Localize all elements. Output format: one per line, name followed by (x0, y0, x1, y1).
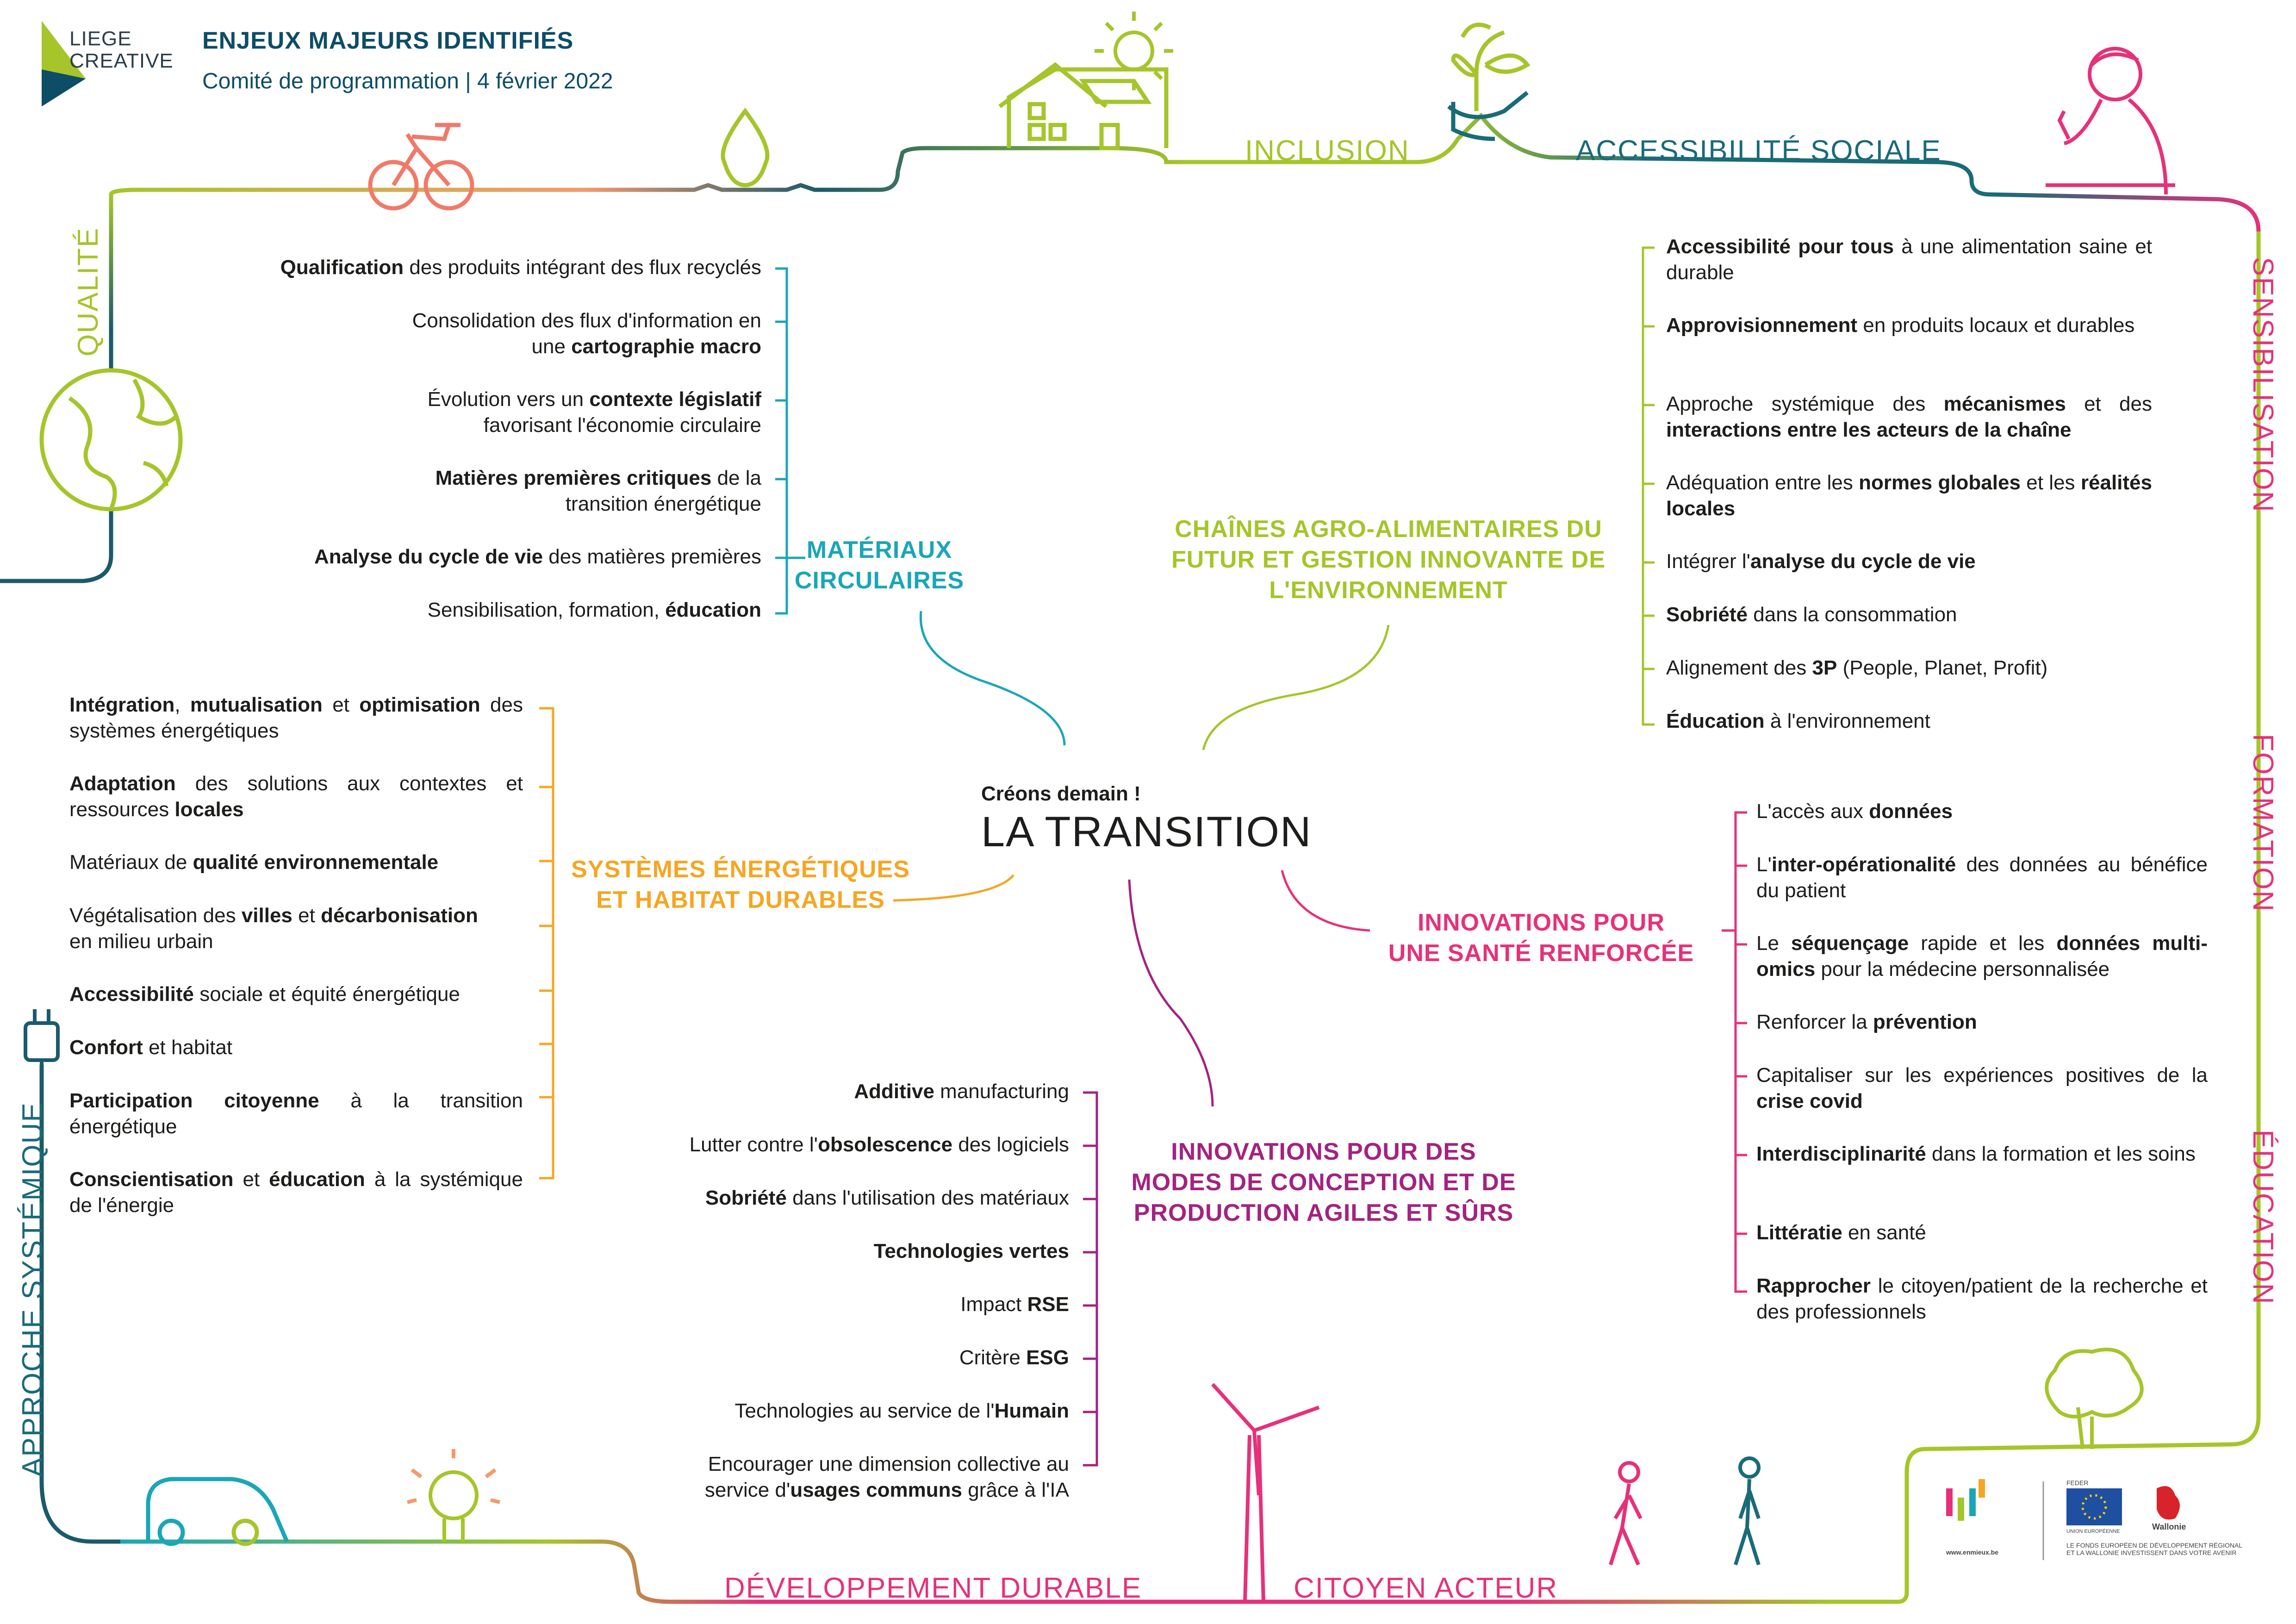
logo-text (69, 28, 174, 72)
item-text: dans l'utilisation des matériaux (786, 1187, 1069, 1209)
bracket-production (1083, 1093, 1097, 1465)
center-kicker: Créons demain ! (981, 782, 1141, 805)
list-agro (1666, 234, 2152, 743)
list-energie (69, 692, 523, 1224)
list-item-production (463, 1398, 1069, 1424)
list-item-production (463, 1292, 1069, 1318)
topic-production-line3: PRODUCTION AGILES ET SÛRS (1133, 1199, 1514, 1226)
item-keyword: données (1869, 800, 1953, 823)
list-item-energie (69, 1167, 523, 1218)
bracket-agro (1643, 248, 1655, 725)
item-text: service d' (704, 1479, 790, 1501)
item-text: Végétalisation des (69, 904, 242, 927)
topic-energie-line2: ET HABITAT DURABLES (596, 887, 885, 913)
item-keyword: locales (174, 798, 244, 821)
list-item-sante (1756, 799, 2208, 824)
item-text: Approche systémique des (1666, 393, 1944, 415)
list-item-energie (69, 981, 523, 1007)
item-text: à la systémique de l'énergie (69, 1168, 523, 1217)
walking-people-icon (1611, 1458, 1759, 1565)
item-keyword: décarbonisation (321, 904, 478, 927)
connector-agro (1203, 625, 1388, 750)
list-item-agro (1666, 470, 2152, 522)
center-title: LA TRANSITION (981, 808, 1312, 856)
list-item-sante (1756, 1062, 2208, 1114)
item-text: des données au bénéfice du patient (1756, 853, 2208, 902)
item-text: pour la médecine personnalisée (1815, 958, 2110, 981)
item-keyword: Analyse du cycle de vie (314, 545, 543, 568)
item-keyword: Approvisionnement (1666, 314, 1858, 337)
list-item-agro (1666, 391, 2152, 443)
item-text: grâce à l'IA (962, 1479, 1069, 1501)
topic-agro-line1: CHAÎNES AGRO-ALIMENTAIRES DU (1175, 516, 1602, 543)
item-keyword: obsolescence (818, 1133, 953, 1156)
item-keyword: Confort (69, 1036, 143, 1059)
list-item-agro (1666, 602, 2152, 628)
item-keyword: usages communs (790, 1479, 963, 1501)
item-keyword: analyse du cycle de vie (1750, 550, 1976, 573)
item-text: en milieu urbain (69, 930, 213, 953)
item-text: dans la consommation (1748, 603, 1957, 626)
item-keyword: cartographie macro (571, 335, 761, 358)
list-item-energie (69, 1088, 523, 1140)
list-item-production (463, 1132, 1069, 1158)
item-text: des solutions aux contextes et ressources (69, 772, 523, 821)
topic-energie (560, 854, 921, 915)
item-text: sociale et équité énergétique (194, 983, 460, 1006)
item-keyword: Additive (854, 1080, 934, 1103)
item-text: Impact (960, 1293, 1027, 1316)
list-item-materiaux (259, 308, 761, 360)
item-keyword: villes (241, 904, 292, 927)
globe-icon (42, 370, 180, 509)
feder-label: FEDER (2066, 1479, 2089, 1487)
item-text: à la transition énergétique (69, 1089, 523, 1138)
eu-flag-icon (2066, 1488, 2122, 1525)
water-drop-icon (723, 111, 767, 185)
list-item-energie (69, 1035, 523, 1061)
item-text: Matériaux de (69, 851, 193, 874)
item-text: (People, Planet, Profit) (1837, 656, 2048, 679)
sun-icon (1095, 12, 1173, 90)
item-text: et les (2020, 471, 2081, 494)
item-keyword: RSE (1027, 1293, 1069, 1316)
frame-top-line (111, 116, 2259, 231)
list-item-agro (1666, 549, 2152, 575)
item-text: rapide et les (1909, 932, 2057, 955)
list-item-materiaux (259, 465, 761, 517)
list-item-energie (69, 849, 523, 875)
header-title: ENJEUX MAJEURS IDENTIFIÉS (202, 27, 574, 54)
plug-icon (25, 1009, 58, 1069)
list-item-sante (1756, 1220, 2208, 1246)
item-text: des logiciels (952, 1133, 1069, 1156)
item-text: et (322, 693, 360, 716)
item-keyword: mécanismes (1943, 393, 2066, 415)
item-keyword: 3P (1812, 656, 1837, 679)
border-label-sensibilisation: SENSIBILISATION (2247, 257, 2279, 513)
list-item-sante (1756, 1141, 2208, 1167)
item-keyword: Accessibilité (69, 983, 194, 1006)
list-item-sante (1756, 1009, 2208, 1035)
item-text: L'accès aux (1756, 800, 1869, 823)
item-text: Alignement des (1666, 656, 1812, 679)
item-keyword: éducation (665, 599, 761, 621)
list-item-agro (1666, 234, 2152, 286)
item-keyword: Conscientisation (69, 1168, 234, 1191)
item-keyword: Littératie (1756, 1221, 1842, 1244)
item-text: Technologies au service de l' (734, 1399, 995, 1422)
item-keyword: ESG (1026, 1346, 1069, 1369)
item-keyword: contexte législatif (589, 388, 761, 411)
item-text: manufacturing (934, 1080, 1069, 1103)
topic-agro-line2: FUTUR ET GESTION INNOVANTE DE (1171, 546, 1606, 573)
item-text: Le (1756, 932, 1791, 955)
item-text: Encourager une dimension collective au (708, 1453, 1069, 1475)
list-materiaux (259, 255, 761, 625)
item-text: Intégrer l' (1666, 550, 1751, 573)
item-keyword: Sobriété (705, 1187, 787, 1209)
list-item-production (463, 1079, 1069, 1105)
item-text: et habitat (143, 1036, 233, 1059)
list-item-production (463, 1185, 1069, 1211)
list-item-production (463, 1451, 1069, 1503)
item-text: favorisant l'économie circulaire (483, 414, 761, 437)
item-text: à l'environnement (1764, 710, 1930, 732)
item-text: Capitaliser sur les expériences positives de la (1756, 1064, 2208, 1087)
logo-line2: CREATIVE (69, 50, 174, 72)
item-text: des matières premières (543, 545, 761, 568)
connector-sante (1282, 870, 1370, 931)
border-label-inclusion: INCLUSION (1245, 135, 1410, 167)
item-keyword: interactions entre les acteurs de la chaîne (1666, 418, 2072, 441)
list-sante (1756, 799, 2208, 1331)
item-keyword: données multi-omics (1756, 932, 2208, 981)
topic-agro (1134, 514, 1643, 606)
item-keyword: Rapprocher (1756, 1274, 1871, 1297)
topic-materiaux-line2: CIRCULAIRES (794, 567, 964, 594)
item-keyword: normes globales (1859, 471, 2021, 494)
topic-production-line1: INNOVATIONS POUR DES (1171, 1138, 1476, 1165)
wallonie-rooster-icon (2157, 1486, 2180, 1520)
list-item-energie (69, 903, 523, 955)
bike-icon (370, 125, 472, 208)
wind-turbine-icon (1213, 1384, 1319, 1602)
item-keyword: Humain (994, 1399, 1069, 1422)
item-keyword: Adaptation (69, 772, 176, 795)
item-keyword: séquençage (1791, 932, 1909, 955)
item-keyword: Accessibilité pour tous (1666, 235, 1894, 258)
list-item-agro (1666, 655, 2152, 681)
logo-line1: LIEGE (69, 27, 132, 50)
item-text: de la (711, 467, 761, 489)
item-text: Adéquation entre les (1666, 471, 1859, 494)
item-text: une (531, 335, 572, 358)
border-label-qualite: QUALITÉ (72, 227, 104, 356)
item-keyword: Intégration (69, 693, 175, 716)
topic-sante-line1: INNOVATIONS POUR (1417, 909, 1665, 936)
border-label-formation: FORMATION (2247, 734, 2279, 912)
item-keyword: Participation citoyenne (69, 1089, 319, 1112)
item-text: , (174, 693, 190, 716)
list-item-materiaux (259, 544, 761, 570)
item-text: des produits intégrant des flux recyclés (404, 256, 761, 279)
item-keyword: Matières premières critiques (435, 467, 712, 489)
item-text: Renforcer la (1756, 1011, 1873, 1033)
enmieux-url: www.enmieux.be (1946, 1549, 1999, 1556)
item-text: à une alimentation saine et durable (1666, 235, 2153, 284)
item-text: le citoyen/patient de la recherche et des professionnels (1756, 1274, 2208, 1323)
list-item-sante (1756, 852, 2208, 904)
item-text: et (233, 1168, 269, 1191)
person-icon (2046, 49, 2175, 194)
border-label-citoyen: CITOYEN ACTEUR (1294, 1572, 1558, 1604)
border-label-approche: APPROCHE SYSTÉMIQUE (17, 1102, 49, 1477)
topic-agro-line3: L'ENVIRONNEMENT (1269, 577, 1508, 604)
list-item-materiaux (259, 597, 761, 623)
wallonie-label: Wallonie (2152, 1522, 2186, 1531)
topic-sante-line2: UNE SANTÉ RENFORCÉE (1388, 940, 1694, 967)
list-item-sante (1756, 931, 2208, 982)
item-text: et des (2066, 393, 2152, 415)
item-keyword: Sobriété (1666, 603, 1748, 626)
item-text: des systèmes énergétiques (69, 693, 523, 742)
item-keyword: prévention (1873, 1011, 1977, 1033)
list-item-agro (1666, 708, 2152, 734)
item-text: Évolution vers un (427, 388, 590, 411)
topic-materiaux (787, 535, 972, 596)
list-item-agro (1666, 312, 2152, 338)
item-text: en produits locaux et durables (1857, 314, 2135, 337)
connector-materiaux (921, 611, 1064, 745)
item-text: en santé (1842, 1221, 1926, 1244)
border-label-education: ÉDUCATION (2247, 1130, 2279, 1305)
car-icon (148, 1479, 287, 1544)
eu-caption: UNION EUROPÉENNE (2066, 1529, 2120, 1534)
funding-text (2066, 1542, 2242, 1556)
item-text: et (292, 904, 321, 927)
bracket-sante (1722, 812, 1747, 1292)
border-label-developpement: DÉVELOPPEMENT DURABLE (724, 1572, 1142, 1604)
list-item-materiaux (259, 387, 761, 438)
border-label-accessibilite: ACCESSIBILITÉ SOCIALE (1576, 135, 1941, 167)
item-text: Sensibilisation, formation, (427, 599, 666, 621)
item-text: Critère (959, 1346, 1027, 1369)
connector-production (1129, 880, 1213, 1106)
funding-line1: LE FONDS EUROPÉEN DE DÉVELOPPEMENT RÉGIONAL (2066, 1542, 2243, 1549)
item-keyword: Interdisciplinarité (1756, 1143, 1926, 1165)
item-text: L' (1756, 853, 1772, 876)
house-solar-icon (1000, 65, 1166, 148)
item-keyword: Qualification (280, 256, 404, 279)
list-item-materiaux (259, 255, 761, 281)
topic-production (1111, 1137, 1537, 1228)
item-keyword: mutualisation (190, 693, 323, 716)
topic-materiaux-line1: MATÉRIAUX (806, 537, 952, 563)
list-item-production (463, 1345, 1069, 1371)
item-keyword: réalités locales (1666, 471, 2152, 520)
header-subtitle: Comité de programmation | 4 février 2022 (202, 69, 613, 94)
item-text: transition énergétique (565, 493, 761, 515)
item-text: Lutter contre l' (689, 1133, 818, 1156)
list-production (463, 1079, 1069, 1518)
item-keyword: crise covid (1756, 1090, 1863, 1112)
list-item-energie (69, 692, 523, 744)
list-item-production (463, 1238, 1069, 1264)
item-keyword: optimisation (359, 693, 480, 716)
item-text: Consolidation des flux d'information en (412, 309, 761, 332)
topic-sante (1370, 907, 1712, 968)
item-text: dans la formation et les soins (1926, 1143, 2196, 1165)
list-item-sante (1756, 1273, 2208, 1325)
item-keyword: éducation (269, 1168, 365, 1191)
item-keyword: inter-opérationalité (1771, 853, 1956, 876)
enmieux-logo-icon (1946, 1479, 1985, 1521)
item-keyword: Technologies vertes (873, 1240, 1069, 1262)
topic-energie-line1: SYSTÈMES ÉNERGÉTIQUES (571, 856, 910, 883)
funding-line2: ET LA WALLONIE INVESTISSENT DANS VOTRE AVENIR (2066, 1549, 2237, 1556)
tree-icon (2047, 1349, 2142, 1449)
item-keyword: qualité environnementale (193, 851, 439, 874)
topic-production-line2: MODES DE CONCEPTION ET DE (1131, 1169, 1516, 1196)
item-keyword: Éducation (1666, 710, 1765, 732)
list-item-energie (69, 771, 523, 823)
